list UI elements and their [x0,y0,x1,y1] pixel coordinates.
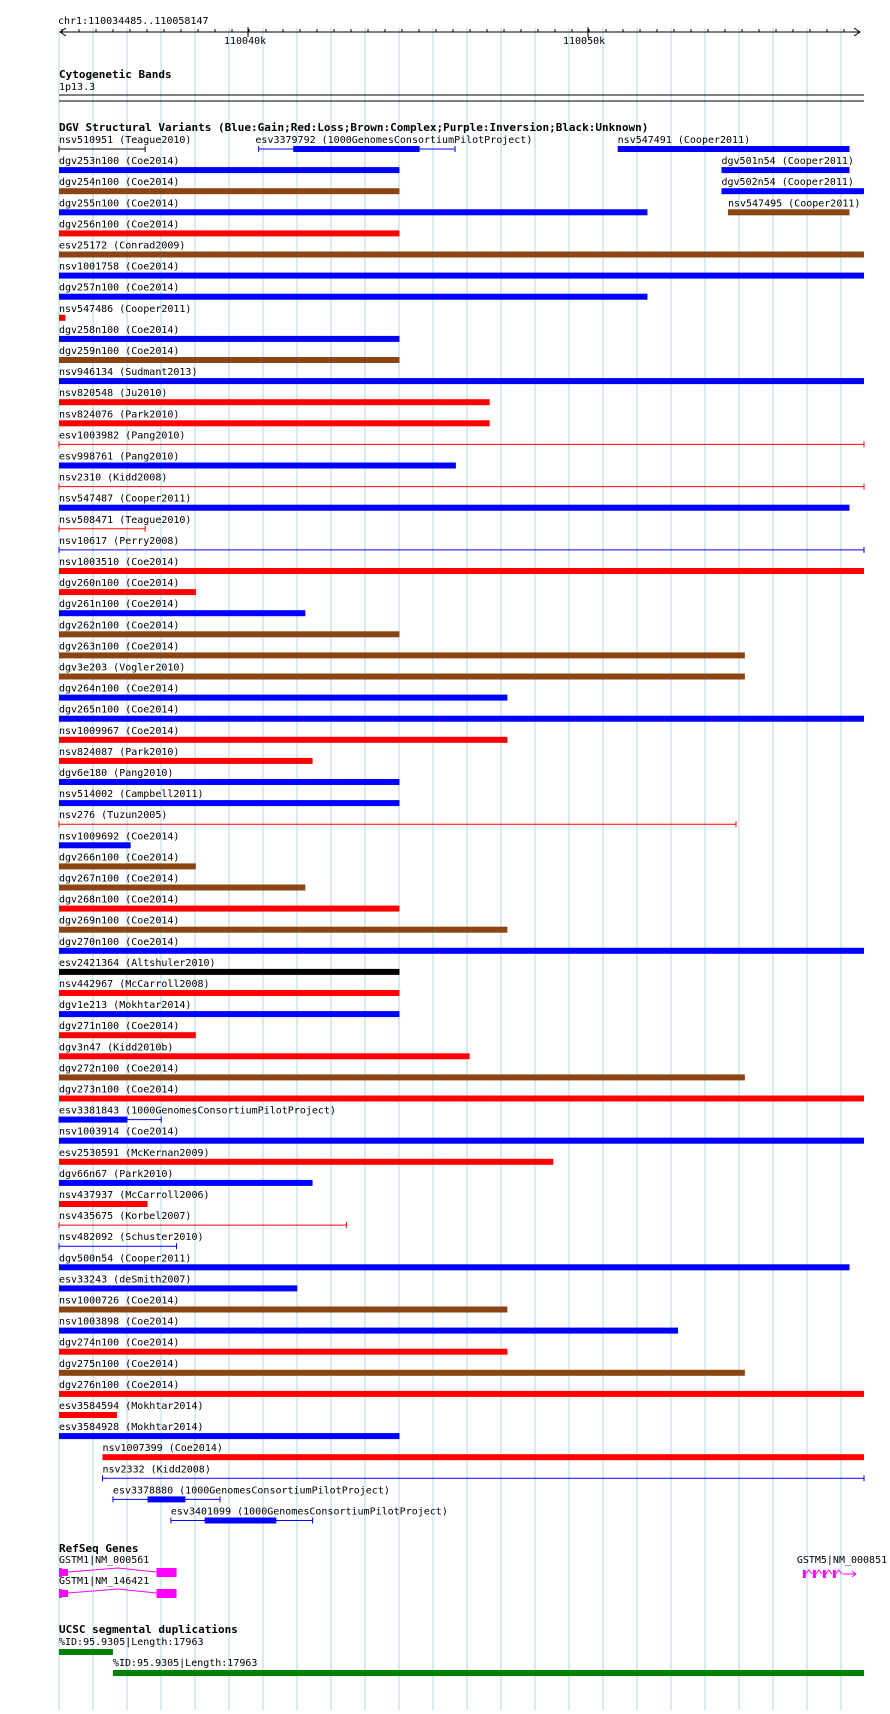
dgv-feature[interactable] [59,1148,553,1165]
dgv-feature-label: esv3584594 (Mokhtar2014) [59,1401,204,1412]
dgv-feature-label: nsv1003914 (Coe2014) [59,1126,180,1138]
dgv-feature[interactable] [59,304,191,321]
dgv-feature-bar[interactable] [59,378,864,384]
segdup-item[interactable] [59,1637,204,1655]
dgv-feature-label: dgv262n100 (Coe2014) [59,620,180,632]
dgv-feature-block[interactable] [205,1518,277,1524]
dgv-feature[interactable] [59,1274,297,1291]
dgv-feature-bar[interactable] [59,948,864,954]
dgv-feature-bar[interactable] [59,336,400,342]
dgv-feature[interactable] [59,641,745,658]
dgv-feature[interactable] [59,599,305,616]
dgv-feature-bar[interactable] [59,800,400,806]
dgv-feature[interactable] [59,1085,864,1102]
dgv-feature-label: esv2421364 (Altshuler2010) [59,957,216,969]
dgv-feature-bar[interactable] [59,1433,400,1439]
dgv-feature[interactable] [59,1380,864,1397]
dgv-feature-label: nsv547487 (Cooper2011) [59,493,192,505]
dgv-feature-bar[interactable] [59,1349,507,1355]
dgv-feature-bar[interactable] [59,674,745,680]
dgv-feature-label: nsv508471 (Teague2010) [59,514,192,526]
dgv-feature-bar[interactable] [59,863,196,869]
dgv-feature-bar[interactable] [59,1159,553,1165]
dgv-feature[interactable] [59,241,864,258]
dgv-feature[interactable] [59,536,864,553]
dgv-feature-block[interactable] [293,146,419,152]
dgv-feature[interactable] [59,515,191,532]
dgv-feature-bar[interactable] [59,737,507,743]
dgv-feature-bar[interactable] [59,209,647,215]
dgv-feature[interactable] [59,198,647,215]
segdup-item-label: %ID:95.9305|Length:17963 [112,1658,258,1669]
dgv-feature-block[interactable] [148,1496,186,1502]
dgv-feature-label: nsv482092 (Schuster2010) [59,1232,204,1244]
dgv-feature-label: dgv256n100 (Coe2014) [59,219,180,231]
dgv-feature[interactable] [59,1296,507,1313]
dgv-feature[interactable] [59,726,507,743]
dgv-feature-bar[interactable] [59,294,647,300]
dgv-feature-label: dgv271n100 (Coe2014) [59,1021,180,1033]
dgv-feature-bar[interactable] [59,230,400,236]
dgv-feature[interactable] [59,1063,745,1080]
dgv-feature[interactable] [59,283,647,300]
refseq-gene[interactable] [59,1555,177,1577]
dgv-feature-label: dgv6e180 (Pang2010) [59,768,174,779]
dgv-feature-label: dgv260n100 (Coe2014) [59,578,180,590]
dgv-feature[interactable] [59,452,456,469]
dgv-feature-label: dgv259n100 (Coe2014) [59,346,180,357]
dgv-feature-label: esv3378880 (1000GenomesConsortiumPilotProject) [112,1485,390,1497]
dgv-feature-label: esv3584928 (Mokhtar2014) [59,1422,204,1434]
dgv-feature-label: nsv547486 (Cooper2011) [59,303,192,315]
dgv-feature-label: dgv266n100 (Coe2014) [59,852,180,864]
dgv-feature[interactable] [102,1443,864,1460]
refseq-exon [62,1590,68,1597]
dgv-feature-bar[interactable] [59,505,850,511]
segdup-item-label: %ID:95.9305|Length:17963 [59,1637,204,1648]
dgv-feature-label: nsv1001758 (Coe2014) [59,261,180,273]
dgv-feature-bar[interactable] [59,906,400,912]
dgv-feature-bar[interactable] [59,589,196,595]
dgv-feature-label: nsv276 (Tuzun2005) [59,810,168,822]
dgv-feature[interactable] [255,135,532,152]
dgv-feature-block[interactable] [59,1117,127,1123]
dgv-feature[interactable] [59,494,850,511]
dgv-feature[interactable] [59,1106,336,1123]
dgv-feature-label: dgv255n100 (Coe2014) [59,198,180,210]
dgv-feature-bar[interactable] [59,1180,313,1186]
dgv-feature-label: esv2530591 (McKernan2009) [59,1147,210,1159]
dgv-feature-label: nsv510951 (Teague2010) [59,135,192,146]
dgv-feature[interactable] [59,1169,313,1186]
refseq-exon [157,1589,177,1598]
dgv-feature-label: nsv824087 (Park2010) [59,746,180,758]
dgv-feature-label: dgv258n100 (Coe2014) [59,324,180,336]
refseq-exon [813,1570,816,1578]
dgv-feature-label: dgv254n100 (Coe2014) [59,177,180,189]
dgv-feature[interactable] [728,198,860,215]
dgv-feature[interactable] [59,684,507,701]
dgv-track-title: DGV Structural Variants (Blue:Gain;Red:Loss;Brown:Complex;Purple:Inversion;Black:Unknown) [59,121,649,134]
dgv-feature-label: dgv265n100 (Coe2014) [59,704,180,716]
dgv-feature-label: nsv1003898 (Coe2014) [59,1316,180,1328]
dgv-feature-bar[interactable] [59,1264,850,1270]
dgv-feature-label: nsv10617 (Perry2008) [59,535,180,547]
dgv-feature[interactable] [171,1507,448,1524]
segdup-track-title: UCSC segmental duplications [59,1623,238,1636]
refseq-exon [59,1589,62,1598]
dgv-feature[interactable] [59,473,864,490]
dgv-feature-label: dgv276n100 (Coe2014) [59,1379,180,1391]
segdup-bar[interactable] [113,1670,864,1676]
dgv-feature[interactable] [59,1338,507,1355]
dgv-feature-label: dgv501n54 (Cooper2011) [721,156,854,168]
dgv-feature-label: nsv1009967 (Coe2014) [59,725,180,737]
refseq-exon [823,1570,826,1578]
dgv-feature-label: nsv1000726 (Coe2014) [59,1295,180,1307]
dgv-feature-bar[interactable] [59,357,400,363]
dgv-feature[interactable] [59,388,490,405]
ruler [58,16,860,47]
dgv-feature-bar[interactable] [59,969,400,975]
dgv-feature-label: nsv820548 (Ju2010) [59,388,168,400]
ruler-tick-label: 110050k [563,36,606,47]
dgv-feature-label: nsv824076 (Park2010) [59,409,180,421]
dgv-feature[interactable] [59,937,864,954]
dgv-feature-label: esv25172 (Conrad2009) [59,240,186,252]
dgv-feature-label: dgv257n100 (Coe2014) [59,282,180,294]
dgv-feature[interactable] [722,177,864,194]
dgv-feature-label: esv3379792 (1000GenomesConsortiumPilotProject) [255,135,533,146]
dgv-feature-bar[interactable] [728,209,850,215]
dgv-feature-bar[interactable] [722,167,850,173]
dgv-feature-bar[interactable] [59,167,400,173]
dgv-feature-label: dgv269n100 (Coe2014) [59,915,180,927]
cytoband-track [59,68,864,101]
dgv-feature[interactable] [59,1317,678,1334]
dgv-feature[interactable] [59,1127,864,1144]
dgv-feature[interactable] [59,916,507,933]
dgv-feature-label: dgv270n100 (Coe2014) [59,936,180,948]
dgv-feature-label: dgv253n100 (Coe2014) [59,156,180,168]
dgv-feature-bar[interactable] [59,927,507,933]
dgv-feature-label: nsv435675 (Korbel2007) [59,1211,192,1223]
refseq-intron [68,1589,157,1593]
dgv-feature[interactable] [59,262,864,279]
dgv-feature-label: dgv66n67 (Park2010) [59,1168,174,1180]
dgv-feature[interactable] [59,1232,204,1249]
dgv-feature-bar[interactable] [59,779,400,785]
dgv-feature-label: dgv1e213 (Mokhtar2014) [59,1000,192,1012]
dgv-feature-bar[interactable] [59,1391,864,1397]
dgv-feature-label: nsv547495 (Cooper2011) [727,198,861,210]
dgv-feature-label: dgv264n100 (Coe2014) [59,683,180,695]
ruler-coordinates: chr1:110034485..110058147 [58,16,209,27]
dgv-feature[interactable] [59,367,864,384]
dgv-feature-bar[interactable] [59,463,456,469]
dgv-feature-label: dgv3e203 (Vogler2010) [59,662,186,674]
dgv-feature[interactable] [59,1359,745,1376]
refseq-intron [826,1570,832,1574]
dgv-feature-bar[interactable] [59,1328,678,1334]
ruler-tick-label: 110040k [224,36,267,47]
dgv-feature-bar[interactable] [59,1307,507,1313]
dgv-feature-bar[interactable] [59,568,864,574]
dgv-feature-bar[interactable] [59,1138,864,1144]
dgv-feature[interactable] [59,747,313,764]
dgv-feature-bar[interactable] [59,990,400,996]
dgv-feature[interactable] [59,557,864,574]
refseq-gene-label: GSTM1|NM_000561 [59,1555,150,1566]
dgv-feature[interactable] [59,810,736,827]
dgv-feature-label: nsv514002 (Campbell2011) [59,789,204,801]
dgv-feature-bar[interactable] [59,695,507,701]
cytoband-band-label: 1p13.3 [59,82,96,93]
dgv-feature[interactable] [59,1190,210,1207]
dgv-feature[interactable] [59,874,305,891]
refseq-exon [833,1570,836,1578]
dgv-feature-label: dgv267n100 (Coe2014) [59,873,180,885]
refseq-exon [803,1570,806,1578]
dgv-feature[interactable] [59,135,191,152]
dgv-feature[interactable] [59,430,864,447]
dgv-feature[interactable] [722,156,854,173]
refseq-track [59,1555,887,1598]
dgv-feature-label: dgv3n47 (Kidd2010b) [59,1042,174,1054]
dgv-feature-label: esv3381843 (1000GenomesConsortiumPilotProject) [59,1105,336,1117]
dgv-feature[interactable] [59,1253,850,1270]
dgv-feature-label: nsv1003510 (Coe2014) [59,557,180,568]
dgv-feature-label: nsv1009692 (Coe2014) [59,831,180,843]
dgv-feature-bar[interactable] [59,1412,117,1418]
dgv-feature-bar[interactable] [59,188,400,194]
dgv-feature[interactable] [102,1464,864,1481]
dgv-feature-bar[interactable] [59,652,745,658]
dgv-feature-bar[interactable] [59,273,864,279]
dgv-feature-bar[interactable] [59,842,131,848]
dgv-feature-label: esv3401099 (1000GenomesConsortiumPilotProject) [170,1506,448,1518]
dgv-feature-label: esv1003982 (Pang2010) [59,430,186,442]
dgv-feature-bar[interactable] [59,315,65,321]
dgv-feature-bar[interactable] [59,252,864,258]
dgv-feature[interactable] [59,663,745,680]
refseq-intron [816,1570,822,1574]
dgv-track [59,135,864,1524]
refseq-intron [68,1568,157,1572]
refseq-exon [157,1568,177,1577]
dgv-feature-label: nsv946134 (Sudmant2013) [59,367,198,379]
dgv-feature-label: dgv263n100 (Coe2014) [59,641,180,653]
dgv-feature-bar[interactable] [59,1074,745,1080]
dgv-feature-label: dgv502n54 (Cooper2011) [721,177,854,189]
dgv-feature-label: nsv437937 (McCarroll2006) [59,1190,210,1201]
dgv-feature-label: dgv272n100 (Coe2014) [59,1063,180,1075]
dgv-feature-bar[interactable] [59,399,490,405]
segdup-item[interactable] [113,1658,864,1676]
dgv-feature-bar[interactable] [618,146,850,152]
dgv-feature-bar[interactable] [59,1285,297,1291]
dgv-feature[interactable] [113,1485,390,1502]
dgv-feature-bar[interactable] [59,1096,864,1102]
dgv-feature-bar[interactable] [102,1454,864,1460]
dgv-feature[interactable] [59,852,196,869]
dgv-feature-bar[interactable] [59,1011,400,1017]
dgv-feature-bar[interactable] [59,610,305,616]
dgv-feature-label: esv998761 (Pang2010) [59,451,180,463]
dgv-feature[interactable] [59,1211,346,1228]
dgv-feature-bar[interactable] [722,188,864,194]
dgv-feature[interactable] [59,409,490,426]
dgv-feature[interactable] [59,1021,196,1038]
dgv-feature[interactable] [59,1042,470,1059]
refseq-gene[interactable] [797,1555,887,1578]
dgv-feature-label: dgv268n100 (Coe2014) [59,894,180,906]
refseq-gene[interactable] [59,1576,177,1598]
dgv-feature-label: dgv274n100 (Coe2014) [59,1337,180,1349]
dgv-feature-label: nsv2332 (Kidd2008) [102,1464,211,1476]
refseq-exon [62,1569,68,1576]
dgv-feature-label: nsv442967 (McCarroll2008) [59,979,210,990]
segdup-track [59,1637,864,1676]
dgv-feature[interactable] [59,578,196,595]
dgv-feature-bar[interactable] [59,1201,148,1207]
dgv-feature-bar[interactable] [59,716,864,722]
dgv-feature-label: nsv2310 (Kidd2008) [59,472,168,484]
dgv-feature-label: dgv273n100 (Coe2014) [59,1084,180,1096]
dgv-feature-label: nsv1007399 (Coe2014) [102,1443,223,1455]
dgv-feature[interactable] [618,135,850,152]
dgv-feature[interactable] [59,705,864,722]
segdup-bar[interactable] [59,1649,113,1655]
dgv-feature-label: dgv500n54 (Cooper2011) [59,1253,192,1265]
dgv-feature-bar[interactable] [59,631,400,637]
dgv-feature-label: nsv547491 (Cooper2011) [617,135,751,146]
refseq-track-title: RefSeq Genes [59,1542,139,1555]
dgv-feature[interactable] [59,1401,204,1418]
dgv-feature-label: dgv275n100 (Coe2014) [59,1358,180,1370]
dgv-feature-bar[interactable] [59,758,313,764]
dgv-feature-bar[interactable] [59,1370,745,1376]
refseq-gene-label: GSTM5|NM_000851 [796,1555,888,1566]
dgv-feature-bar[interactable] [59,885,305,891]
dgv-feature-bar[interactable] [59,1053,470,1059]
dgv-feature-label: dgv261n100 (Coe2014) [59,599,180,611]
dgv-feature-label: esv33243 (deSmith2007) [59,1274,192,1286]
cytoband-track-title: Cytogenetic Bands [59,68,172,81]
refseq-gene-label: GSTM1|NM_146421 [59,1576,150,1587]
dgv-feature-bar[interactable] [59,1032,196,1038]
dgv-feature-bar[interactable] [59,420,490,426]
